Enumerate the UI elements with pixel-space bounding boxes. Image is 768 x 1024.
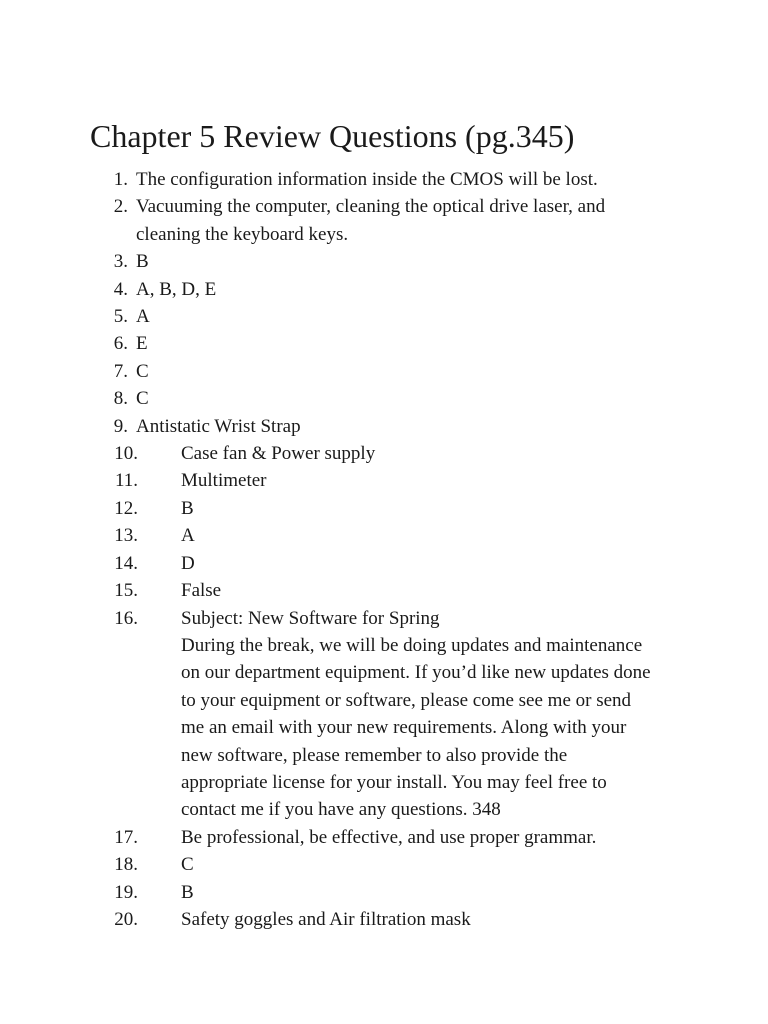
answer-item-15 [0, 577, 768, 604]
answer-item-3 [0, 248, 768, 275]
answer-item-16 [0, 605, 768, 824]
answer-number: 1. [113, 169, 128, 190]
answer-text: A, B, D, E [136, 278, 217, 300]
answer-item-10 [0, 440, 768, 467]
answer-item-20 [0, 906, 768, 933]
answer-number: 14. [114, 552, 138, 574]
answer-item-5 [0, 303, 768, 330]
answer-number: 18. [114, 854, 138, 876]
answer-number: 12. [114, 497, 138, 519]
answer-number: 19. [114, 881, 138, 903]
answer-text: Antistatic Wrist Strap [136, 415, 301, 437]
answer-number: 20. [114, 908, 138, 930]
answer-item-17 [0, 824, 768, 851]
answer-item-18 [0, 851, 768, 878]
answer-list [0, 166, 768, 933]
answer-text: E [136, 333, 148, 355]
answer-text: C [136, 360, 149, 382]
answer-item-19 [0, 879, 768, 906]
answer-number: 3. [113, 251, 128, 273]
answer-number: 6. [113, 333, 128, 355]
answer-text: Multimeter [181, 470, 267, 492]
answer-item-9 [0, 413, 768, 440]
answer-item-8 [0, 385, 768, 412]
answer-text: Be professional, be effective, and use proper grammar. [181, 826, 597, 848]
answer-text: B [181, 497, 194, 519]
answer-item-6 [0, 330, 768, 357]
answer-text: D [181, 552, 195, 574]
answer-text: B [136, 251, 149, 273]
answer-number: 5. [113, 306, 128, 328]
answer-number: 10. [114, 443, 138, 465]
answer-number: 11. [114, 470, 138, 492]
answer-text: Subject: New Software for Spring During the break, we will be doing updates and maintenance on our department equipment. If you’d like new updates done to your equipment or software, please come see me or send me an email with your new requirements. Along with your new software, please remember to also provide the appropriate license for your install. You may feel free to contact me if you have any questions. 348 [181, 607, 651, 821]
answer-text: C [181, 854, 194, 876]
answer-item-12 [0, 495, 768, 522]
answer-item-11 [0, 467, 768, 494]
answer-text: B [181, 881, 194, 903]
answer-number: 2. [113, 196, 128, 218]
answer-text: Safety goggles and Air filtration mask [181, 908, 471, 930]
answer-number: 9. [113, 415, 128, 437]
answer-text: False [181, 580, 222, 602]
answer-text: Case fan & Power supply [181, 443, 376, 465]
answer-number: 13. [114, 525, 138, 547]
answer-number: 17. [114, 826, 138, 848]
answer-item-14 [0, 550, 768, 577]
answer-text: C [136, 388, 149, 410]
answer-item-1 [0, 166, 768, 193]
page-title: Chapter 5 Review Questions (pg.345) [90, 118, 575, 154]
answer-number: 16. [114, 607, 138, 629]
answer-item-2 [0, 193, 768, 248]
answer-number: 7. [113, 360, 128, 382]
answer-number: 15. [114, 580, 138, 602]
answer-text: The configuration information inside the CMOS will be lost. [136, 169, 598, 190]
answer-number: 8. [113, 388, 128, 410]
answer-text: Vacuuming the computer, cleaning the optical drive laser, and cleaning the keyboard keys. [136, 196, 606, 245]
answer-text: A [136, 306, 150, 328]
answer-item-4 [0, 276, 768, 303]
answer-item-7 [0, 358, 768, 385]
answer-item-13 [0, 522, 768, 549]
answer-text: A [181, 525, 195, 547]
answer-number: 4. [113, 278, 128, 300]
